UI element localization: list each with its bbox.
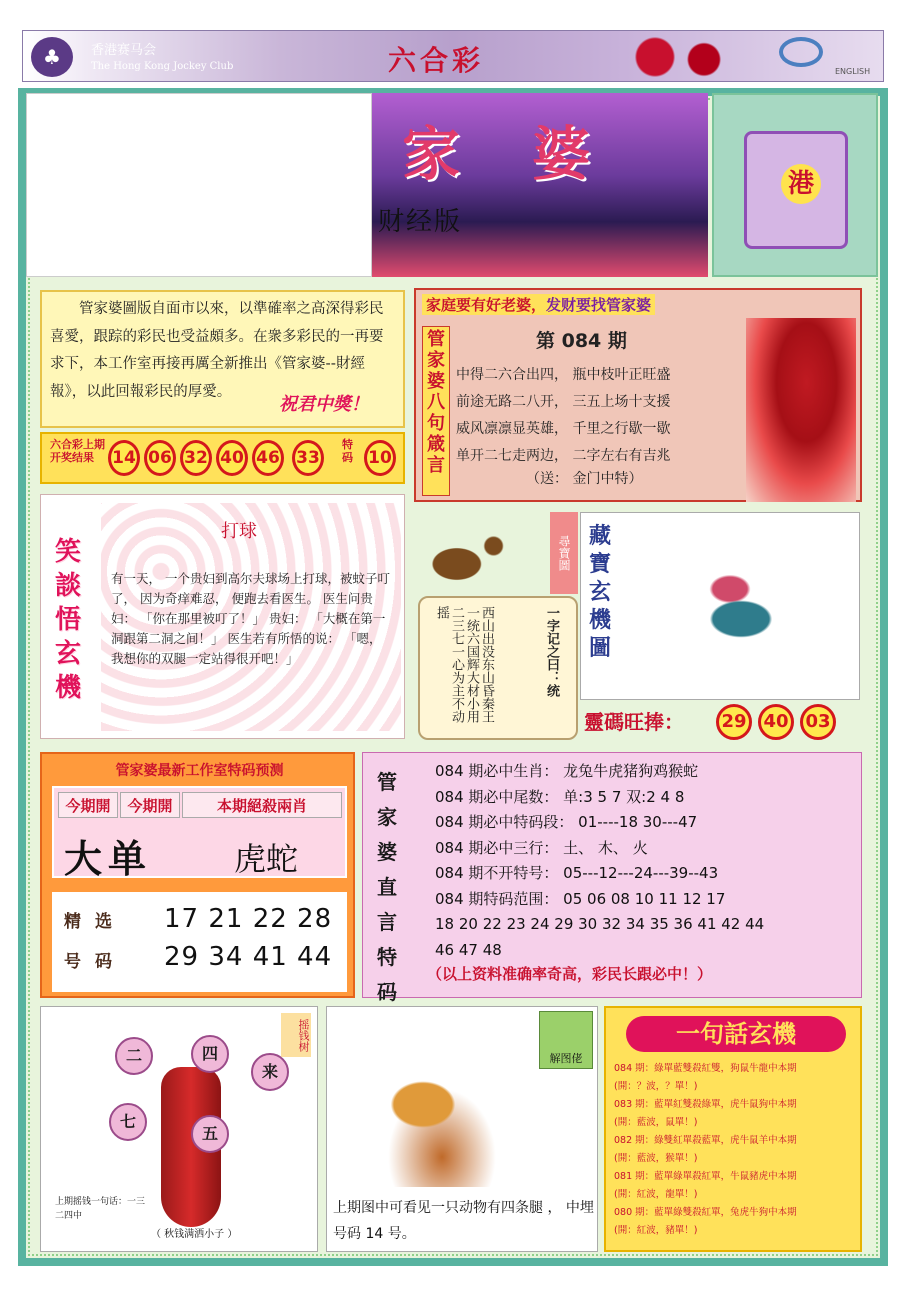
- club-logo-icon: ♣: [31, 37, 73, 77]
- one-word-line: 081 期：藍單綠單殺紅單，牛鼠豬虎中本期: [614, 1171, 797, 1182]
- special-label: 特码: [342, 438, 353, 464]
- treasure-tag: 尋寶圖: [550, 512, 578, 594]
- col-header: 今期開: [58, 792, 118, 818]
- joke-content: [101, 503, 401, 731]
- prediction-table: [52, 786, 347, 881]
- direct-side-title: 管家婆直言特码: [377, 770, 397, 1004]
- tree-ball: 四: [191, 1035, 229, 1073]
- club-name-en: The Hong Kong Jockey Club: [91, 61, 234, 72]
- studio-prediction-panel: [40, 752, 355, 998]
- tips-footer: （以上资料准确率奇高，彩民长跟必中！）: [427, 965, 713, 983]
- col-header: 本期絕殺兩肖: [182, 792, 342, 818]
- one-word-line: 082 期：綠雙紅單殺藍單，虎牛鼠羊中本期: [614, 1135, 797, 1146]
- intro-box: [40, 290, 405, 428]
- col-header: 今期開: [120, 792, 180, 818]
- result-ball: 40: [216, 440, 248, 476]
- result-ball: 46: [252, 440, 284, 476]
- last-results: [40, 432, 405, 484]
- tree-ball: 七: [109, 1103, 147, 1141]
- eight-sayings-panel: [414, 288, 862, 502]
- tree-ball: 二: [115, 1037, 153, 1075]
- tip-line: 084 期必中特码段： 01----18 30---47: [435, 813, 698, 831]
- cow-image: [347, 1037, 537, 1187]
- lantern-panel: [712, 93, 878, 277]
- lucky-label: 靈碼旺捧：: [584, 710, 684, 734]
- joke-panel: [40, 494, 405, 739]
- picked-row: 17 21 22 28: [164, 904, 333, 934]
- result-ball: 32: [180, 440, 212, 476]
- money-tree-panel: [40, 1006, 318, 1252]
- riddle-text: 西山出没东山昏秦王一统六国辉大材小用二三七一心为主不动摇: [434, 606, 494, 723]
- tree-note: 上期摇钱一句话：一三二四中: [55, 1197, 146, 1221]
- poem-line: 威风凛凛显英雄， 千里之行歇一歇: [456, 421, 671, 437]
- joke-body: 有一天， 一个贵妇到高尔夫球场上打球，被蚊子叮了， 因为奇痒难忍， 便跑去看医生。 医生问贵妇： 「你在那里被叮了！」 贵妇： 「大概在第一洞跟第二洞之间！」 医生若有所悟的说： 「嗯， 我想你的双腿一定站得很开吧！」: [111, 571, 390, 666]
- cow-panel: [326, 1006, 598, 1252]
- tip-line: 084 期必中三行： 土、 木、 火: [435, 838, 648, 857]
- money-tree-tag: 摇钱树: [281, 1013, 311, 1057]
- masthead-subtitle: 财经版: [378, 207, 463, 237]
- issue-number: 第 084 期: [536, 330, 627, 352]
- one-word-line: (開：藍波，鼠單！): [614, 1117, 698, 1128]
- one-word-line: 084 期：綠單藍雙殺紅雙，狗鼠牛龍中本期: [614, 1063, 797, 1074]
- eight-side-title: 管家婆八句箴言: [422, 326, 450, 496]
- club-name-cn: 香港赛马会: [91, 43, 157, 58]
- picked-label: 精选号码: [64, 912, 126, 972]
- one-word-panel: [604, 1006, 862, 1252]
- result-ball: 14: [108, 440, 140, 476]
- special-ball: 10: [364, 440, 396, 476]
- eight-heading-b: 发财要找管家婆: [546, 296, 652, 314]
- intro-text: 管家婆圖版自面市以來，以準確率之高深得彩民喜愛，跟踪的彩民也受益頗多。在衆多彩民的一再要求下，本工作室再接再厲全新推出《管家婆--財經報》，以此回報彩民的厚愛。: [50, 301, 384, 400]
- tip-line: 084 期特码范围： 05 06 08 10 11 12 17: [435, 889, 726, 908]
- blank-panel: [26, 93, 372, 277]
- kill-zodiac-value: 虎蛇: [234, 840, 299, 878]
- poem-line: 中得二六合出四， 瓶中枝叶正旺盛: [456, 367, 671, 383]
- joke-title: 打球: [221, 521, 257, 542]
- lucky-ball: 40: [758, 704, 794, 740]
- one-word-line: (開：藍波，猴單！): [614, 1153, 698, 1164]
- tip-line: 084 期必中生肖： 龙兔牛虎猪狗鸡猴蛇: [435, 762, 699, 780]
- studio-heading: 管家婆最新工作室特码预测: [115, 763, 284, 779]
- one-word-line: (開：？波，？單！): [614, 1081, 698, 1092]
- lucky-ball: 03: [800, 704, 836, 740]
- tip-line: 084 期不开特号： 05---12---24---39--43: [435, 864, 719, 882]
- one-word-line: 083 期：藍單紅雙殺綠單，虎牛鼠狗中本期: [614, 1099, 797, 1110]
- tree-caption: （ 秋钱满洒小子 ）: [151, 1229, 238, 1240]
- decoder-tag: 解图佬: [539, 1011, 593, 1069]
- lottery-title[interactable]: 六合彩: [388, 44, 485, 77]
- poem-gift: （送： 金门中特）: [526, 471, 643, 487]
- one-word-line: 080 期：藍單綠雙殺紅單，兔虎牛狗中本期: [614, 1207, 797, 1218]
- riddle-title: 一字记之曰：统: [544, 606, 559, 697]
- masthead-banner: [372, 93, 708, 277]
- lantern-character: 港: [781, 164, 821, 204]
- jockey-horse-icon: [420, 528, 512, 588]
- picked-numbers: [52, 892, 347, 992]
- one-word-list: [614, 1060, 860, 1240]
- cow-caption: 上期图中可看见一只动物有四条腿 ， 中埋号码 14 号。: [333, 1200, 594, 1242]
- header-bar: [22, 30, 884, 82]
- result-ball: 06: [144, 440, 176, 476]
- one-word-line: (開：紅波，龍單！): [614, 1189, 698, 1200]
- bride-image: [746, 318, 856, 502]
- tip-line: 18 20 22 23 24 29 30 32 34 35 36 41 42 44: [435, 915, 765, 933]
- tip-line: 46 47 48: [435, 940, 502, 959]
- poem: [456, 362, 786, 470]
- picked-row: 29 34 41 44: [164, 942, 333, 972]
- picked-values: [164, 900, 332, 976]
- racing-horse-icon: [613, 33, 753, 81]
- english-icon[interactable]: [779, 37, 823, 67]
- tip-line: 084 期必中尾数： 单:3 5 7 双:2 4 8: [435, 787, 685, 806]
- intro-wish: 祝君中獎！: [279, 393, 369, 415]
- tips-list: [435, 759, 860, 963]
- masthead-title: 家婆: [402, 120, 663, 188]
- direct-tips-panel: [362, 752, 862, 1004]
- tree-ball: 五: [191, 1115, 229, 1153]
- english-link[interactable]: ENGLISH: [835, 67, 871, 76]
- results-label: 六合彩上期开奖结果: [50, 438, 105, 464]
- poem-line: 单开二七走两边， 二字左右有吉兆: [456, 448, 671, 464]
- one-word-line: (開：紅波，豬單！): [614, 1225, 698, 1236]
- eight-heading-a: 家庭要有好老婆，: [426, 296, 547, 314]
- treasure-image-box: [580, 512, 860, 700]
- one-word-title: 一句話玄機: [626, 1016, 846, 1052]
- eight-heading: [422, 294, 655, 315]
- joke-side-title: 笑談悟玄機: [54, 537, 81, 703]
- tree-ball: 来: [251, 1053, 289, 1091]
- poem-line: 前途无路二八开， 三五上场十支援: [456, 394, 671, 410]
- lantern-icon: [744, 131, 848, 249]
- treasure-panel: [550, 512, 862, 748]
- result-ball: 33: [292, 440, 324, 476]
- phoenix-image: [631, 553, 851, 673]
- lucky-ball: 29: [716, 704, 752, 740]
- treasure-title: 藏寶玄機圖: [589, 524, 612, 661]
- big-odd-value: 大单: [64, 837, 153, 881]
